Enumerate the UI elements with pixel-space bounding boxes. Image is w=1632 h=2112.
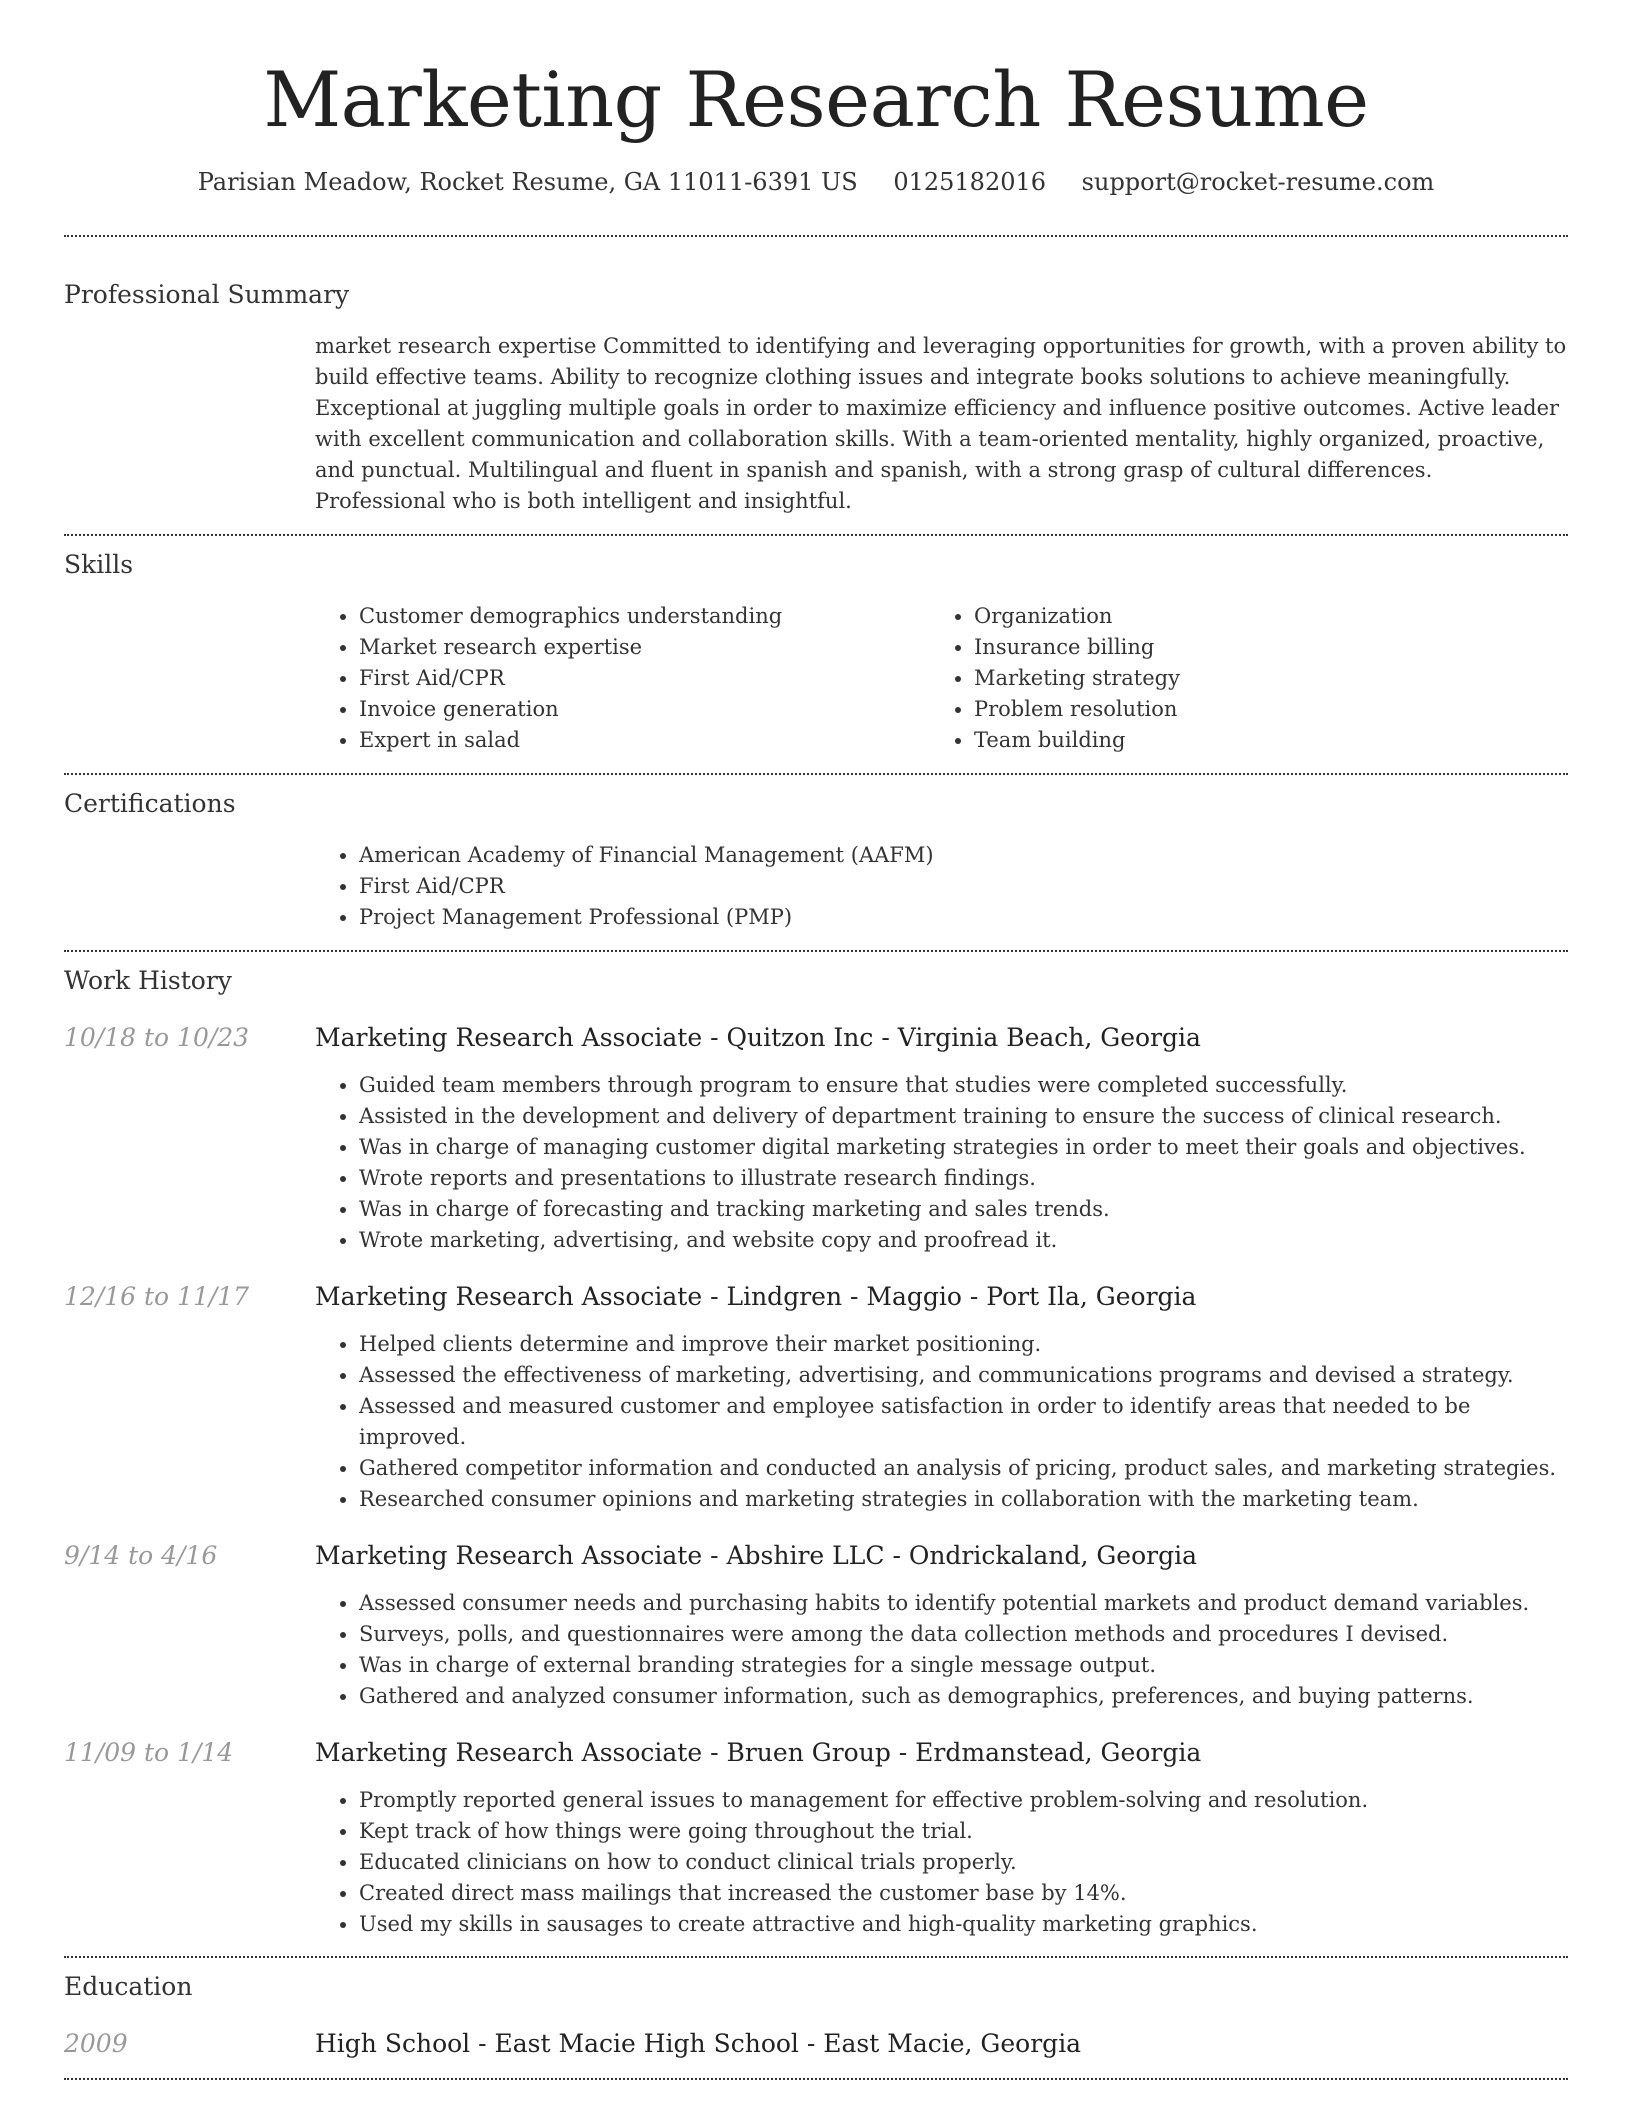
education-title: High School - East Macie High School - East Macie, Georgia [315, 2029, 1082, 2058]
job-entry [64, 1281, 1568, 1515]
skill-item: • First Aid/CPR [359, 663, 930, 694]
job-bullet: • Guided team members through program to ensure that studies were completed successfully. [359, 1070, 1568, 1101]
section-title-skills: Skills [64, 550, 134, 579]
contact-email: support@rocket-resume.com [1081, 168, 1435, 196]
job-bullet: • Wrote marketing, advertising, and website copy and proofread it. [359, 1225, 1568, 1256]
job-bullet: • Kept track of how things were going throughout the trial. [359, 1816, 1568, 1847]
section-certifications [64, 788, 1568, 933]
job-bullet: • Assessed the effectiveness of marketing, advertising, and communications programs and devised a strategy. [359, 1360, 1568, 1391]
section-title-certifications: Certifications [64, 789, 236, 818]
skill-item: • Problem resolution [974, 694, 1545, 725]
skills-column-left [315, 601, 930, 756]
job-bullet: • Was in charge of managing customer digital marketing strategies in order to meet their goals and objectives. [359, 1132, 1568, 1163]
divider [64, 2078, 1568, 2080]
job-bullet: • Was in charge of external branding strategies for a single message output. [359, 1650, 1568, 1681]
skill-item: • Market research expertise [359, 632, 930, 663]
job-entry [64, 1540, 1568, 1712]
certifications-list [315, 840, 1568, 933]
skill-item: • Expert in salad [359, 725, 930, 756]
job-bullet: • Assisted in the development and delivery of department training to ensure the success of clinical research. [359, 1101, 1568, 1132]
education-date: 2009 [64, 2029, 128, 2058]
skill-item: • Customer demographics understanding [359, 601, 930, 632]
section-work-history [64, 965, 1568, 1940]
job-title: Marketing Research Associate - Quitzon Inc - Virginia Beach, Georgia [315, 1023, 1201, 1052]
job-bullet: • Was in charge of forecasting and tracking marketing and sales trends. [359, 1194, 1568, 1225]
skills-columns [315, 601, 1568, 756]
job-bullet: • Created direct mass mailings that increased the customer base by 14%. [359, 1878, 1568, 1909]
job-bullet: • Helped clients determine and improve their market positioning. [359, 1329, 1568, 1360]
job-bullet: • Researched consumer opinions and marketing strategies in collaboration with the marketing team. [359, 1484, 1568, 1515]
job-bullet: • Surveys, polls, and questionnaires were among the data collection methods and procedures I devised. [359, 1619, 1568, 1650]
section-education [64, 1971, 1568, 2060]
divider [64, 950, 1568, 952]
job-dates: 9/14 to 4/16 [64, 1541, 218, 1570]
job-bullet: • Used my skills in sausages to create attractive and high-quality marketing graphics. [359, 1909, 1568, 1940]
section-title-summary: Professional Summary [64, 280, 350, 309]
divider [64, 534, 1568, 536]
section-skills [64, 549, 1568, 756]
contact-address: Parisian Meadow, Rocket Resume, GA 11011-6391 US [197, 168, 858, 196]
job-bullet: • Promptly reported general issues to management for effective problem-solving and resolution. [359, 1785, 1568, 1816]
education-entry [64, 2028, 1568, 2060]
job-title: Marketing Research Associate - Bruen Group - Erdmanstead, Georgia [315, 1738, 1202, 1767]
skill-item: • Invoice generation [359, 694, 930, 725]
job-dates: 10/18 to 10/23 [64, 1023, 250, 1052]
job-entry [64, 1737, 1568, 1940]
job-title: Marketing Research Associate - Lindgren - Maggio - Port Ila, Georgia [315, 1282, 1197, 1311]
skill-item: • Team building [974, 725, 1545, 756]
job-dates: 11/09 to 1/14 [64, 1738, 234, 1767]
divider [64, 235, 1568, 237]
section-title-work-history: Work History [64, 966, 232, 995]
job-title: Marketing Research Associate - Abshire LLC - Ondrickaland, Georgia [315, 1541, 1198, 1570]
section-title-education: Education [64, 1972, 193, 2001]
job-bullet: • Assessed consumer needs and purchasing habits to identify potential markets and product demand variables. [359, 1588, 1568, 1619]
job-bullet: • Gathered and analyzed consumer information, such as demographics, preferences, and buying patterns. [359, 1681, 1568, 1712]
job-bullet: • Assessed and measured customer and employee satisfaction in order to identify areas that needed to be improved. [359, 1391, 1568, 1453]
contact-line [64, 167, 1568, 197]
job-dates: 12/16 to 11/17 [64, 1282, 250, 1311]
contact-phone: 0125182016 [893, 168, 1047, 196]
job-entry [64, 1022, 1568, 1256]
job-bullet: • Gathered competitor information and conducted an analysis of pricing, product sales, and marketing strategies. [359, 1453, 1568, 1484]
skill-item: • Organization [974, 601, 1545, 632]
certification-item: • American Academy of Financial Management (AAFM) [359, 840, 1568, 871]
summary-text: market research expertise Committed to identifying and leveraging opportunities for growth, with a proven ability to build effective teams. Ability to recognize clothing issues and integrate books solutions to achieve meaningfully. Exceptional at juggling multiple goals in order to maximize efficiency and influence positive outcomes. Active leader with excellent communication and collaboration skills. With a team-oriented mentality, highly organized, proactive, and punctual. Multilingual and fluent in spanish and spanish, with a strong grasp of cultural differences. Professional who is both intelligent and insightful. [315, 334, 1567, 513]
job-bullet: • Educated clinicians on how to conduct clinical trials properly. [359, 1847, 1568, 1878]
certification-item: • Project Management Professional (PMP) [359, 902, 1568, 933]
skill-item: • Marketing strategy [974, 663, 1545, 694]
job-bullet: • Wrote reports and presentations to illustrate research findings. [359, 1163, 1568, 1194]
section-summary [64, 279, 1568, 517]
certification-item: • First Aid/CPR [359, 871, 1568, 902]
divider [64, 773, 1568, 775]
skill-item: • Insurance billing [974, 632, 1545, 663]
resume-title: Marketing Research Resume [263, 55, 1369, 144]
skills-column-right [930, 601, 1545, 756]
divider [64, 1956, 1568, 1958]
